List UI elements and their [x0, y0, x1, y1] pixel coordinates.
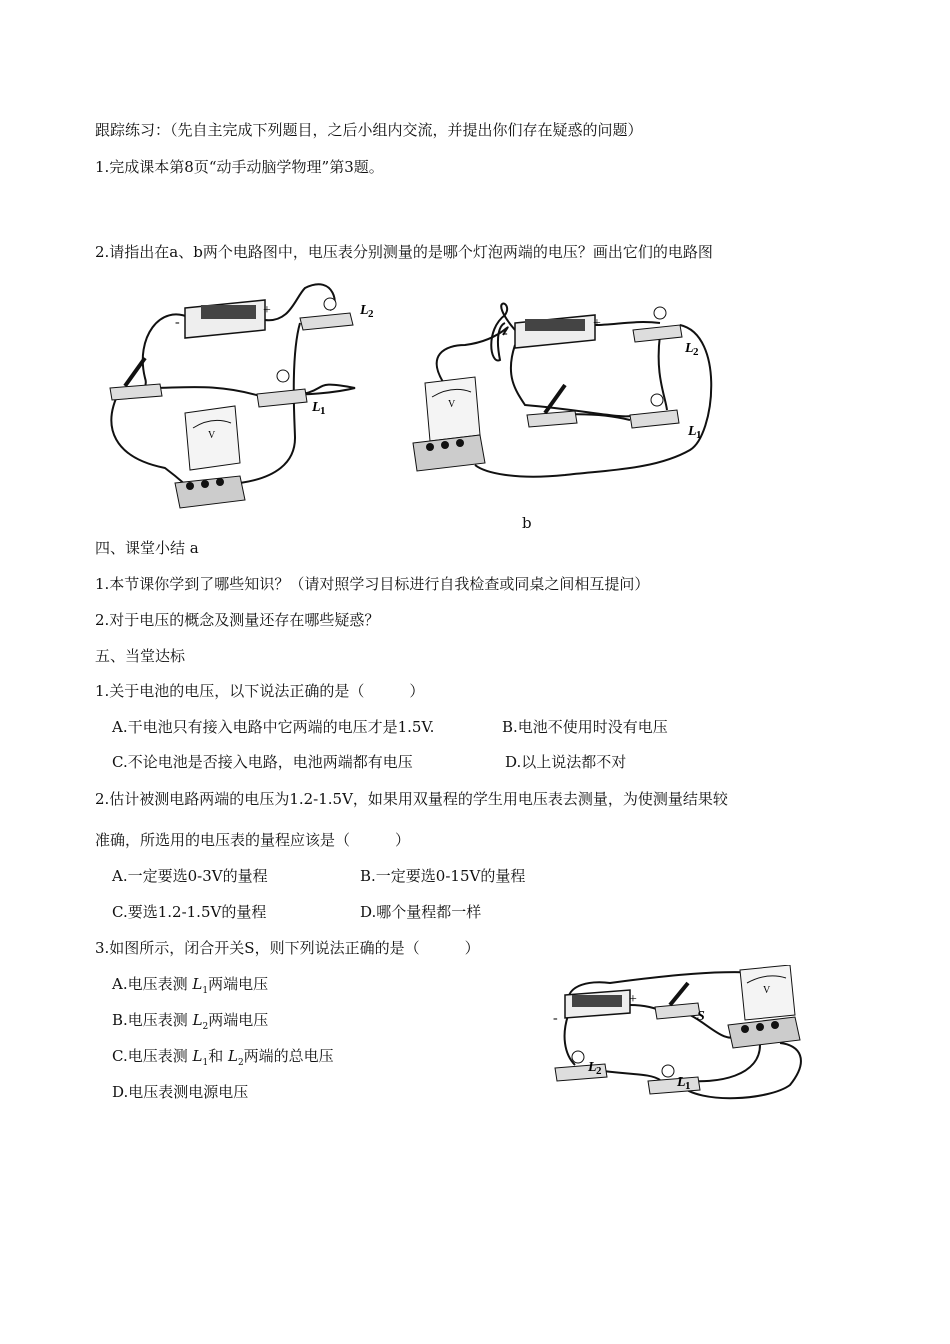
svg-text:V: V — [763, 985, 771, 996]
exercise-1-option-b: B.电池不使用时没有电压 — [502, 718, 668, 736]
exercise-3-option-a: A.电压表测 $L_1$两端电压 — [112, 975, 269, 996]
voltmeter-a — [175, 406, 245, 508]
voltmeter-q3 — [728, 965, 800, 1048]
exercise-3-option-c: C.电压表测 $L_1$和 $L_2$两端的总电压 — [112, 1047, 334, 1068]
bulb-l1-q3 — [648, 1065, 700, 1094]
svg-text:1: 1 — [696, 429, 702, 441]
svg-text:+: + — [593, 316, 601, 331]
circuit-figure-a — [105, 278, 385, 520]
exercise-2-option-d: D.哪个量程都一样 — [360, 903, 482, 921]
bulb-l2-q3 — [555, 1051, 607, 1081]
exercise-2-option-a: A.一定要选0-3V的量程 — [112, 867, 268, 885]
svg-text:-: - — [175, 315, 180, 330]
section-5-heading: 五、当堂达标 — [95, 647, 186, 665]
exercise-2-option-c: C.要选1.2-1.5V的量程 — [112, 903, 267, 921]
exercise-1-option-a: A.干电池只有接入电路中它两端的电压才是1.5V. — [112, 718, 435, 736]
svg-text:-: - — [553, 1011, 558, 1026]
svg-text:2: 2 — [596, 1065, 602, 1077]
bulb-l2-b — [633, 307, 699, 358]
exercise-2-option-b: B.一定要选0-15V的量程 — [360, 867, 526, 885]
question-2: 2.请指出在a、b两个电路图中，电压表分别测量的是哪个灯泡两端的电压？画出它们的电路图 — [95, 243, 713, 261]
circuit-figure-b — [405, 295, 725, 495]
svg-text:S: S — [697, 1009, 705, 1024]
section-4-heading: 四、课堂小结 a — [95, 539, 199, 557]
svg-text:L: L — [312, 400, 321, 415]
figure-b-caption: b — [522, 514, 532, 532]
svg-text:L: L — [688, 424, 697, 439]
switch-q3 — [655, 983, 705, 1024]
svg-text:L: L — [685, 341, 694, 356]
switch-a — [110, 358, 162, 400]
battery-b — [503, 315, 601, 348]
svg-text:L: L — [588, 1060, 597, 1075]
exercise-1-option-d: D.以上说法都不对 — [505, 753, 627, 771]
exercise-3: 3.如图所示，闭合开关S，则下列说法正确的是（ ） — [95, 939, 480, 957]
svg-text:L: L — [360, 303, 369, 318]
exercise-1-option-c: C.不论电池是否接入电路，电池两端都有电压 — [112, 753, 413, 771]
svg-text:V: V — [448, 399, 456, 410]
question-1: 1.完成课本第8页“动手动脑学物理”第3题。 — [95, 158, 384, 176]
svg-text:L: L — [677, 1075, 686, 1090]
svg-text:V: V — [208, 430, 216, 441]
exercise-3-option-b: B.电压表测 $L_2$两端电压 — [112, 1011, 269, 1032]
exercise-2: 2.估计被测电路两端的电压为1.2-1.5V，如果用双量程的学生用电压表去测量，为使测量结果较 — [95, 790, 728, 808]
svg-text:1: 1 — [685, 1080, 691, 1092]
svg-text:-: - — [503, 326, 508, 341]
svg-text:2: 2 — [693, 346, 699, 358]
exercise-3-option-d: D.电压表测电源电压 — [112, 1083, 249, 1101]
battery-a — [175, 300, 271, 338]
bulb-l2-a — [300, 298, 374, 330]
svg-text:1: 1 — [320, 405, 326, 417]
svg-text:+: + — [263, 303, 271, 318]
summary-question-1: 1.本节课你学到了哪些知识？（请对照学习目标进行自我检查或同桌之间相互提问） — [95, 575, 650, 593]
voltmeter-b — [413, 377, 485, 471]
circuit-figure-q3 — [550, 965, 805, 1110]
practice-heading: 跟踪练习：（先自主完成下列题目，之后小组内交流，并提出你们存在疑惑的问题） — [95, 121, 643, 139]
summary-question-2: 2.对于电压的概念及测量还存在哪些疑惑？ — [95, 611, 380, 629]
exercise-2-cont: 准确，所选用的电压表的量程应该是（ ） — [95, 831, 411, 849]
exercise-1: 1.关于电池的电压，以下说法正确的是（ ） — [95, 682, 425, 700]
svg-text:2: 2 — [368, 308, 374, 320]
svg-text:+: + — [629, 992, 637, 1007]
